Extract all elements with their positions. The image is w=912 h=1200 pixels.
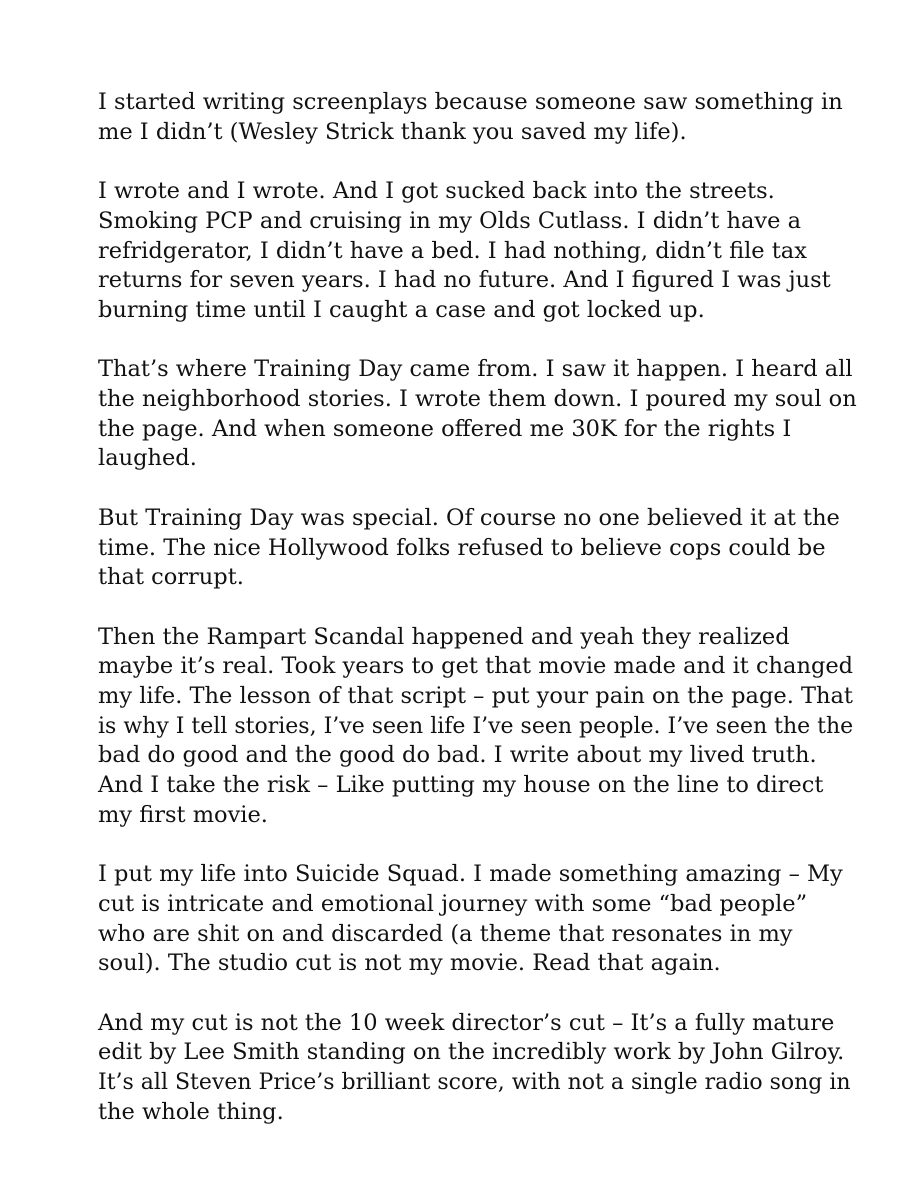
text-line: I started writing screenplays because someone saw something in [98, 89, 843, 115]
text-line: bad do good and the good do bad. I write about my lived truth. [98, 742, 817, 769]
text-line: time. The nice Hollywood folks refused to believe cops could be [98, 534, 826, 561]
text-line: laughed. [98, 445, 197, 472]
text-line: the whole thing. [98, 1098, 284, 1125]
text-line: my first movie. [98, 801, 268, 828]
text-line: maybe it’s real. Took years to get that movie made and it changed [98, 653, 854, 680]
document-body [98, 88, 858, 1157]
text-line: And I take the risk – Like putting my house on the line to direct [98, 772, 824, 799]
text-line: I put my life into Suicide Squad. I made something amazing – My [98, 861, 843, 888]
paragraph-3 [98, 355, 858, 474]
text-line: returns for seven years. I had no future. And I figured I was just [98, 267, 831, 294]
paragraph-2 [98, 177, 858, 326]
text-line: burning time until I caught a case and got locked up. [98, 296, 705, 323]
text-line: my life. The lesson of that script – put your pain on the page. That [98, 683, 853, 709]
paragraph-7 [98, 1009, 858, 1128]
text-line: It’s all Steven Price’s brilliant score, with not a single radio song in [98, 1070, 851, 1096]
paragraph-5 [98, 623, 858, 831]
text-line: that corrupt. [98, 564, 244, 591]
text-line: who are shit on and discarded (a theme that resonates in my [98, 920, 793, 947]
paragraph-6 [98, 860, 858, 979]
text-line: Then the Rampart Scandal happened and yeah they realized [98, 623, 790, 650]
text-line: I wrote and I wrote. And I got sucked back into the streets. [98, 178, 775, 205]
paragraph-4 [98, 504, 858, 593]
text-line: soul). The studio cut is not my movie. Read that again. [98, 950, 721, 977]
paragraph-1 [98, 88, 858, 147]
text-line: That’s where Training Day came from. I saw it happen. I heard all [98, 356, 853, 383]
text-line: is why I tell stories, I’ve seen life I’ve seen people. I’ve seen the the [98, 713, 854, 739]
text-line: the neighborhood stories. I wrote them down. I poured my soul on [98, 386, 857, 412]
text-line: refridgerator, I didn’t have a bed. I had nothing, didn’t file tax [98, 237, 807, 264]
text-line: And my cut is not the 10 week director’s cut – It’s a fully mature [98, 1009, 835, 1036]
text-line: me I didn’t (Wesley Strick thank you saved my life). [98, 118, 687, 145]
text-line: edit by Lee Smith standing on the incredibly work by John Gilroy. [98, 1039, 845, 1066]
text-line: cut is intricate and emotional journey with some “bad people” [98, 890, 808, 917]
text-line: Smoking PCP and cruising in my Olds Cutlass. I didn’t have a [98, 207, 802, 234]
text-line: the page. And when someone offered me 30K for the rights I [98, 415, 792, 442]
text-line: But Training Day was special. Of course no one believed it at the [98, 504, 840, 531]
